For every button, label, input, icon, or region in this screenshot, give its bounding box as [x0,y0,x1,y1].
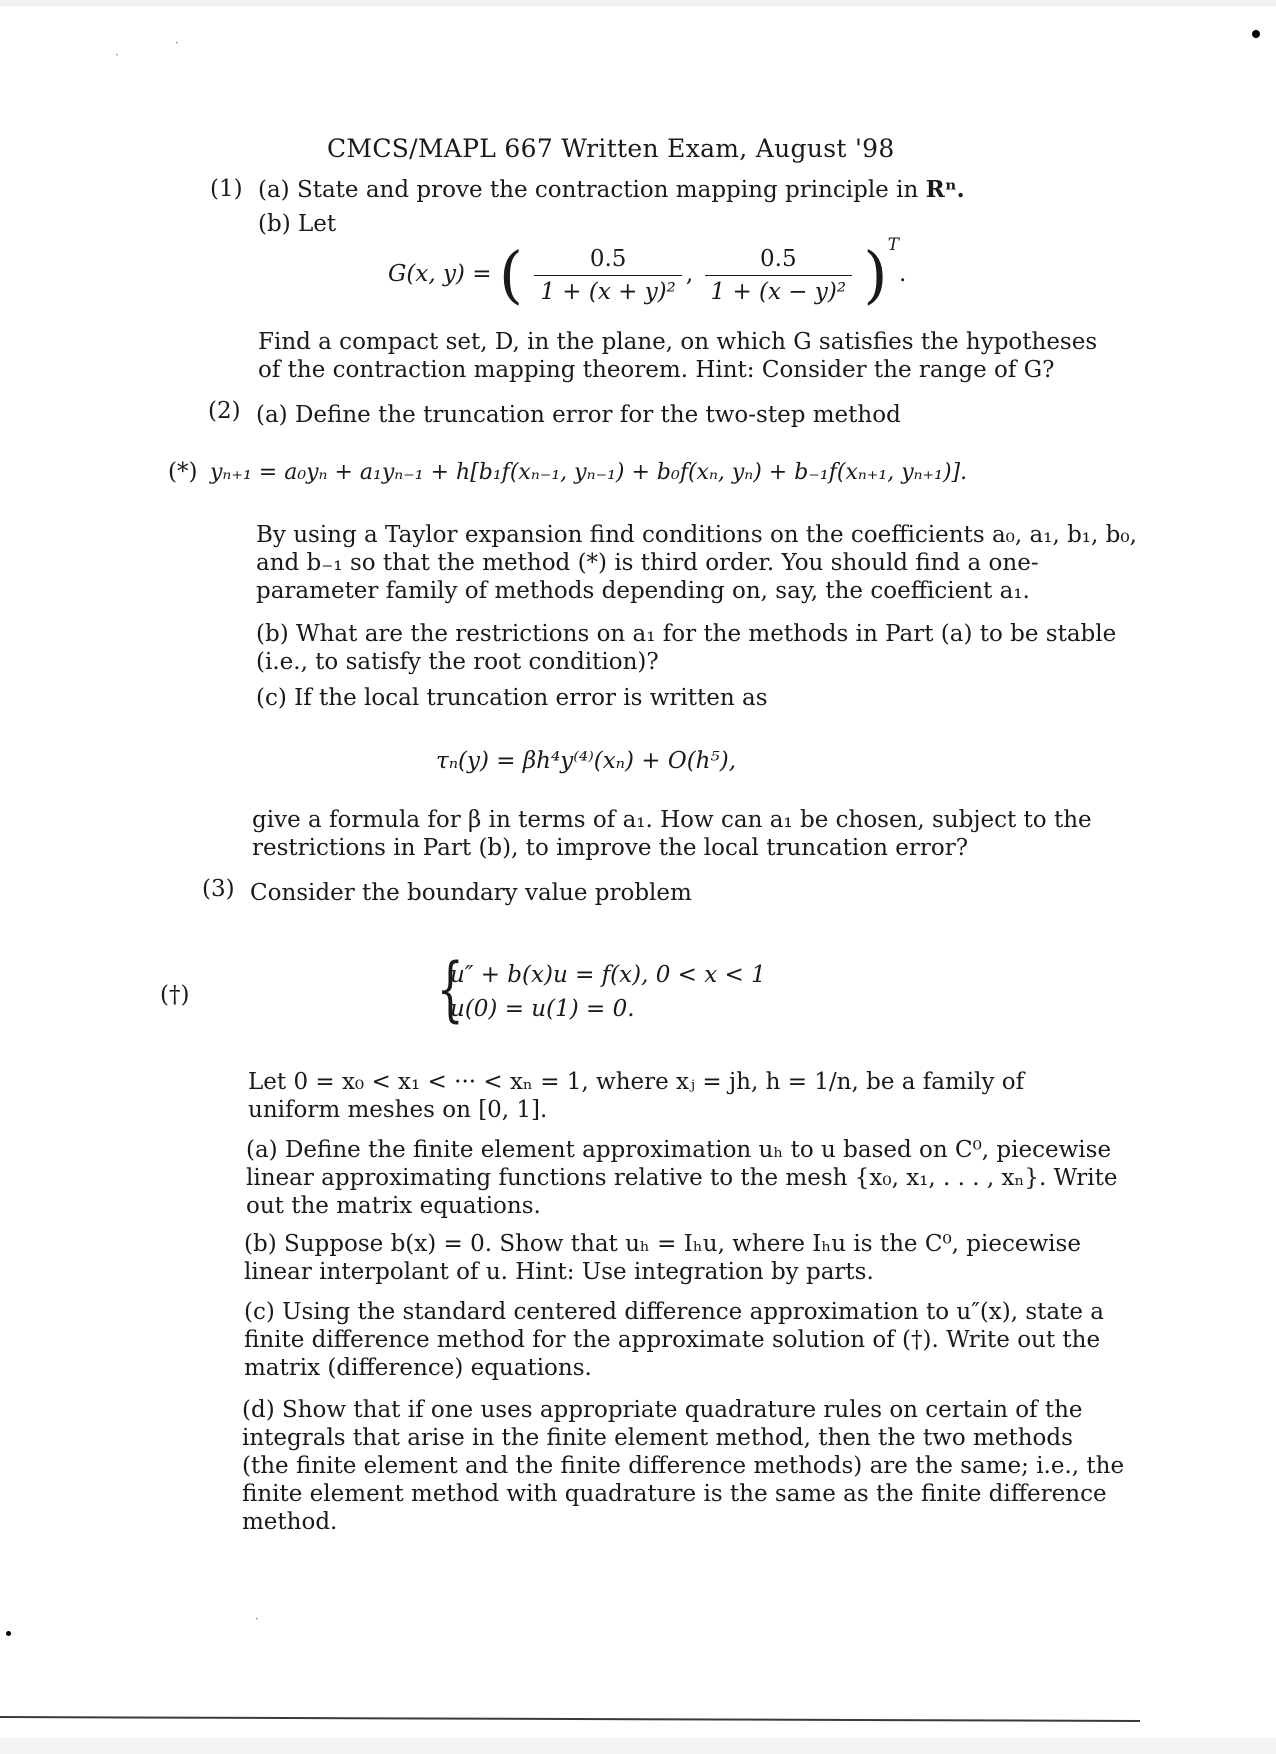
problem-1b-text-1: Find a compact set, D, in the plane, on which G satisfies the hypotheses [258,329,1098,355]
bvp-row-2: u(0) = u(1) = 0. [450,996,635,1022]
tau-equation: τₙ(y) = βh⁴y⁽⁴⁾(xₙ) + O(h⁵), [436,748,736,774]
problem-3b-text-1: (b) Suppose b(x) = 0. Show that uₕ = Iₕu, where Iₕu is the C⁰, piecewise [244,1231,1081,1257]
scan-speck: · [175,36,179,50]
g-right-paren: ) [863,238,888,311]
problem-3d-text-4: finite element method with quadrature is the same as the finite difference [242,1481,1107,1507]
g-den-1: 1 + (x + y)² [534,275,682,305]
problem-2b-text-2: (i.e., to satisfy the root condition)? [256,649,659,675]
g-fraction-1 [534,246,682,305]
problem-3-mesh-1: Let 0 = x₀ < x₁ < ··· < xₙ = 1, where xⱼ = jh, h = 1/n, be a family of [248,1069,1025,1095]
method-star-label: (*) [168,459,198,485]
problem-3d-text-3: (the finite element and the finite difference methods) are the same; i.e., the [242,1453,1125,1479]
problem-3d-text-5: method. [242,1509,338,1535]
problem-3b-text-2: linear interpolant of u. Hint: Use integration by parts. [244,1259,874,1285]
scan-bottom-rule [0,1716,1140,1722]
problem-1a-statement: (a) State and prove the contraction mapping principle in [258,177,919,203]
g-num-2: 0.5 [760,245,797,272]
g-transpose: T [887,235,899,256]
bvp-row-1: u″ + b(x)u = f(x), 0 < x < 1 [450,962,766,988]
left-brace: { [436,948,464,1030]
g-equation: G(x, y) = ( $\frac{0.5}{\text{1 + (x + y)²}}$ , $\frac{0.5}{\text{1 + (x − y)²}}$ )$^T$. [388,235,907,311]
problem-2a-taylor-1: By using a Taylor expansion find conditions on the coefficients a₀, a₁, b₁, b₀, [256,522,1137,548]
scan-dot [1252,30,1260,38]
problem-3-intro: Consider the boundary value problem [250,880,692,906]
problem-3a-text-3: out the matrix equations. [246,1193,541,1219]
problem-3-mesh-2: uniform meshes on [0, 1]. [248,1097,548,1123]
scan-edge-top [0,0,1276,6]
bvp-dagger-label: (†) [160,982,190,1008]
problem-3a-text-1: (a) Define the finite element approximation uₕ to u based on C⁰, piecewise [246,1137,1112,1163]
problem-2a-taylor-2: and b₋₁ so that the method (*) is third order. You should find a one- [256,550,1039,576]
rn-symbol: Rⁿ. [925,176,965,203]
problem-1b-intro: (b) Let [258,211,337,237]
problem-3c-text-2: finite difference method for the approximate solution of (†). Write out the [244,1327,1101,1353]
two-step-method: yₙ₊₁ = a₀yₙ + a₁yₙ₋₁ + h[b₁f(xₙ₋₁, yₙ₋₁) + b₀f(xₙ, yₙ) + b₋₁f(xₙ₊₁, yₙ₊₁)]. [210,460,968,485]
scan-edge-bottom [0,1738,1276,1754]
problem-2c-text-1: (c) If the local truncation error is written as [256,685,768,711]
problem-2a-text: (a) Define the truncation error for the two-step method [256,402,901,428]
problem-2-number: (2) [208,398,241,424]
scan-dot [6,1631,11,1636]
g-fraction-2 [705,246,853,305]
scan-speck: · [115,48,119,62]
problem-2a-taylor-3: parameter family of methods depending on, say, the coefficient a₁. [256,578,1030,604]
problem-1a-text [258,176,965,204]
problem-1-number: (1) [210,176,243,202]
problem-1b-text-2: of the contraction mapping theorem. Hint: Consider the range of G? [258,357,1055,383]
problem-3c-text-3: matrix (difference) equations. [244,1355,592,1381]
problem-2c-text-2: give a formula for β in terms of a₁. How can a₁ be chosen, subject to the [252,807,1092,833]
problem-2b-text-1: (b) What are the restrictions on a₁ for the methods in Part (a) to be stable [256,621,1117,647]
scan-speck: · [255,1612,259,1626]
g-den-2: 1 + (x − y)² [705,275,853,305]
g-left-paren: ( [498,238,524,311]
problem-3-number: (3) [202,876,235,902]
g-num-1: 0.5 [589,245,627,272]
problem-3d-text-2: integrals that arise in the finite element method, then the two methods [242,1425,1073,1451]
problem-3c-text-1: (c) Using the standard centered difference approximation to u″(x), state a [244,1299,1104,1325]
exam-title: CMCS/MAPL 667 Written Exam, August '98 [327,134,895,163]
g-lhs: G(x, y) = [388,261,492,287]
problem-3d-text-1: (d) Show that if one uses appropriate quadrature rules on certain of the [242,1397,1083,1423]
problem-3a-text-2: linear approximating functions relative to the mesh {x₀, x₁, . . . , xₙ}. Write [246,1165,1118,1191]
problem-2c-text-3: restrictions in Part (b), to improve the local truncation error? [252,835,969,861]
